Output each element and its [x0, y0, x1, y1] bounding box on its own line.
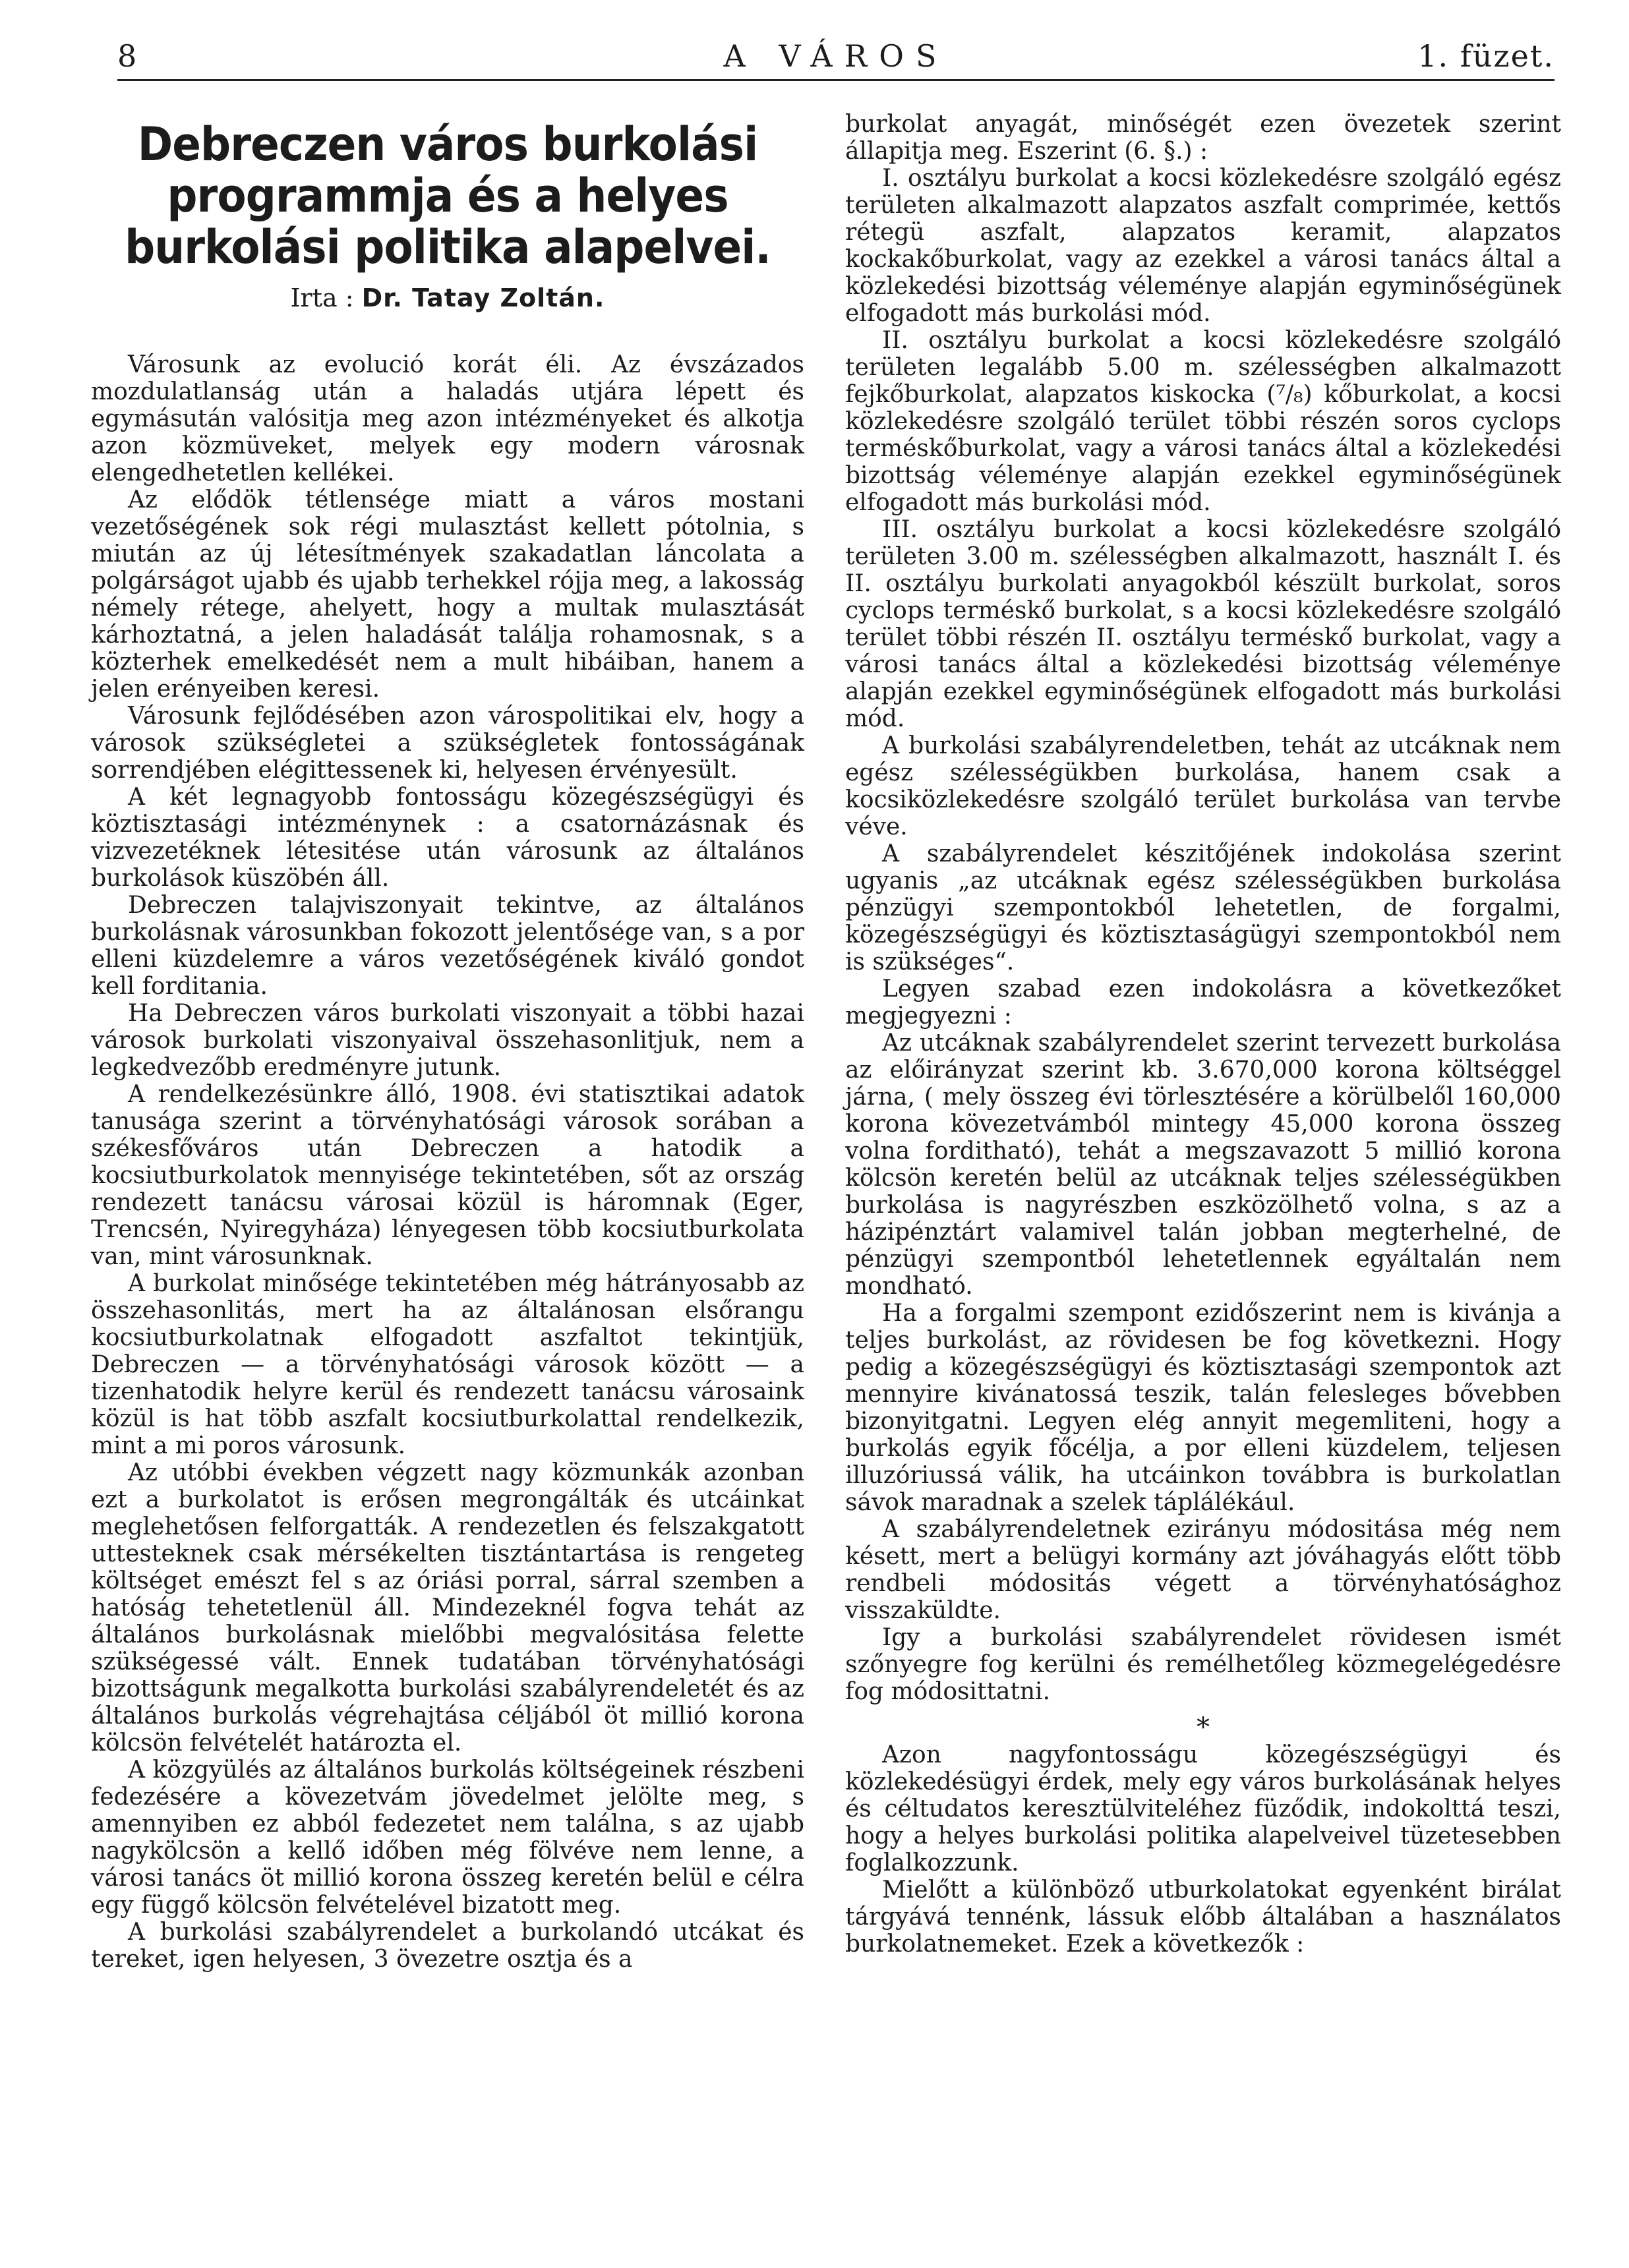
paragraph: Mielőtt a különböző utburkolatokat egyenként birálat tárgyává tennénk, lássuk előbb általában a használatos burkolatnemeket. Ezek a következők :	[845, 1876, 1561, 1958]
paragraph: A két legnagyobb fontosságu közegészségügyi és köztisztasági intézménynek : a csatornázásnak és vizvezetéknek létesitése után városunk az általános burkolások küszöbén áll.	[91, 784, 804, 892]
paragraph: Az utcáknak szabályrendelet szerint tervezett burkolása az előirányzat szerint kb. 3.670,000 korona költséggel járna, ( mely összeg évi törlesztésére a körülbelől 160,000 korona kövezetvámból mintegy 45,000 korona összeg volna forditható), tehát a megszavazott 5 millió korona kölcsön keretén belül az utcáknak teljes szélességükben burkolása is nagyrészben eszközölhető volna, s az a házipénztárt valamivel talán jobban megterhelné, de pénzügyi szempontból lehetetlennek egyáltalán nem mondható.	[845, 1030, 1561, 1300]
paragraph: A burkolat minősége tekintetében még hátrányosabb az összehasonlitás, mert ha az általánosan elsőrangu kocsiutburkolatnak elfogadott aszfaltot tekintjük, Debreczen — a törvényhatósági városok között — a tizenhatodik helyre kerül és rendezett tanácsu városaink közül is hat több aszfalt kocsiutburkolattal rendelkezik, mint a mi poros városunk.	[91, 1270, 804, 1459]
page-header	[117, 33, 1555, 81]
paragraph: A szabályrendelet készitőjének indokolása szerint ugyanis „az utcáknak egész szélességükben burkolása pénzügyi szempontokból lehetetlen, de forgalmi, közegészségügyi és köztisztaságügyi szempontokból nem is szükséges“.	[845, 840, 1561, 975]
paragraph: Debreczen talajviszonyait tekintve, az általános burkolásnak városunkban fokozott jelentősége van, s a por elleni küzdelemre a város vezetőségének kiváló gondot kell forditania.	[91, 892, 804, 1000]
left-column	[91, 105, 804, 1973]
section-separator: *	[1197, 1712, 1210, 1743]
paragraph: A szabályrendeletnek ezirányu módositása még nem késett, mert a belügyi kormány azt jóváhagyás előtt több rendbeli módositás végett a törvényhatósághoz visszaküldte.	[845, 1516, 1561, 1624]
paragraph: burkolat anyagát, minőségét ezen övezetek szerint állapitja meg. Eszerint (6. §.) :	[845, 111, 1561, 165]
author-prefix: Irta :	[290, 283, 362, 312]
paragraph: Az utóbbi években végzett nagy közmunkák azonban ezt a burkolatot is erősen megrongálták és utcáinkat meglehetősen felforgatták. A rendezetlen és felszakgatott uttesteknek csak mérsékelten tisztántartása is rengeteg költséget emészt fel s az óriási porral, sárral szemben a hatóság tehetetlenül áll. Mindezeknél fogva tehát az általános burkolásnak mielőbbi megvalósitása felette szükségessé vált. Ennek tudatában törvényhatósági bizottságunk megalkotta burkolási szabályrendeletét és az általános burkolás végrehajtása céljából öt millió korona kölcsön felvételét határozta el.	[91, 1459, 804, 1757]
article-byline	[91, 285, 804, 312]
paragraph: Ha Debreczen város burkolati viszonyait a többi hazai városok burkolati viszonyaival összehasonlitjuk, nem a legkedvezőbb eredményre jutunk.	[91, 1000, 804, 1081]
paragraph: A közgyülés az általános burkolás költségeinek részbeni fedezésére a kövezetvám jövedelmet jelölte meg, s amennyiben ez abból fedezetet nem találna, s az ujabb nagykölcsön a kellő időben még fölvéve nem lenne, a városi tanács öt millió korona összeg keretén belül e célra egy függő kölcsön felvételével bizatott meg.	[91, 1757, 804, 1919]
paragraph: A burkolási szabályrendeletben, tehát az utcáknak nem egész szélességükben burkolása, hanem csak a kocsiközlekedésre szolgáló terület burkolása van tervbe véve.	[845, 732, 1561, 840]
paragraph: Legyen szabad ezen indokolásra a következőket megjegyezni :	[845, 975, 1561, 1030]
paragraph: Ha a forgalmi szempont ezidőszerint nem is kivánja a teljes burkolást, az rövidesen be fog következni. Hogy pedig a közegészségügyi és köztisztasági szempontok azt mennyire kivánatossá teszik, talán felesleges bővebben bizonyitgatni. Legyen elég annyit megemliteni, hogy a burkolás egyik főcélja, a por elleni küzdelem, teljesen illuzóriussá válik, ha utcáinkon továbbra is burkolatlan sávok maradnak a szelek táplálékául.	[845, 1300, 1561, 1516]
right-column	[845, 111, 1561, 1958]
paragraph-class-3: III. osztályu burkolat a kocsi közlekedésre szolgáló területen 3.00 m. szélességben alkalmazott, használt I. és II. osztályu burkolati anyagokból készült burkolat, soros cyclops terméskő burkolat, s a kocsi közlekedésre szolgáló terület többi részén II. osztályu terméskő burkolat, vagy a városi tanács által a közlekedési bizottság véleménye alapján ezekkel egyminőségünek elfogadott más burkolási mód.	[845, 516, 1561, 732]
paragraph: Városunk az evolució korát éli. Az évszázados mozdulatlanság után a haladás utjára lépett és egymásután valósitja meg azon intézményeket és alkotja azon közmüveket, melyek egy modern városnak elengedhetetlen kellékei.	[91, 351, 804, 486]
journal-title: A VÁROS	[723, 38, 949, 74]
issue-label: 1. füzet.	[1417, 38, 1555, 74]
paragraph: Azon nagyfontosságu közegészségügyi és közlekedésügyi érdek, mely egy város burkolásának helyes és céltudatos keresztülviteléhez füződik, indokolttá teszi, hogy a helyes burkolási politika alapelveivel tüzetesebben foglalkozzunk.	[845, 1741, 1561, 1876]
paragraph: A rendelkezésünkre álló, 1908. évi statisztikai adatok tanusága szerint a törvényhatósági városok sorában a székesfőváros után Debreczen a hatodik a kocsiutburkolatok mennyisége tekintetében, sőt az ország rendezett tanácsu városai közül is háromnak (Eger, Trencsén, Nyiregyháza) lényegesen több kocsiutburkolata van, mint városunknak.	[91, 1081, 804, 1270]
paragraph: Az elődök tétlensége miatt a város mostani vezetőségének sok régi mulasztást kellett pótolnia, s miután az új létesítmények szakadatlan láncolata a polgárságot ujabb és ujabb terhekkel rójja meg, a lakosság némely rétege, ahelyett, hogy a multak mulasztását kárhoztatná, a jelen haladását találja rohamosnak, s a közterhek emelkedését nem a mult hibáiban, hanem a jelen erényeiben keresi.	[91, 486, 804, 703]
paragraph: Városunk fejlődésében azon várospolitikai elv, hogy a városok szükségletei a szükségletek fontosságának sorrendjében elégittessenek ki, helyesen érvényesült.	[91, 703, 804, 784]
paragraph-class-2: II. osztályu burkolat a kocsi közlekedésre szolgáló területen legalább 5.00 m. szélességben alkalmazott fejkőburkolat, alapzatos kiskocka (⁷/₈) kőburkolat, a kocsi közlekedésre szolgáló terület többi részén soros cyclops terméskőburkolat, vagy a városi tanács által a közlekedési bizottság véleménye alapján ezekkel egyminőségünek elfogadott más burkolási mód.	[845, 327, 1561, 516]
page-number: 8	[117, 38, 138, 74]
article-title: Debreczen város burkolási programmja és a helyes burkolási politika alapelvei.	[125, 117, 771, 274]
paragraph: A burkolási szabályrendelet a burkolandó utcákat és tereket, igen helyesen, 3 övezetre osztja és a	[91, 1919, 804, 1973]
paragraph-class-1: I. osztályu burkolat a kocsi közlekedésre szolgáló egész területen alkalmazott alapzatos aszfalt comprimée, kettős rétegü aszfalt, alapzatos keramit, alapzatos kockakőburkolat, vagy az ezekkel a városi tanács által a közlekedési bizottság véleménye alapján egyminőségünek elfogadott más burkolási mód.	[845, 165, 1561, 327]
paragraph: Igy a burkolási szabályrendelet rövidesen ismét szőnyegre fog kerülni és remélhetőleg közmegelégedésre fog módosittatni.	[845, 1624, 1561, 1705]
author-name: Dr. Tatay Zoltán.	[361, 283, 605, 312]
